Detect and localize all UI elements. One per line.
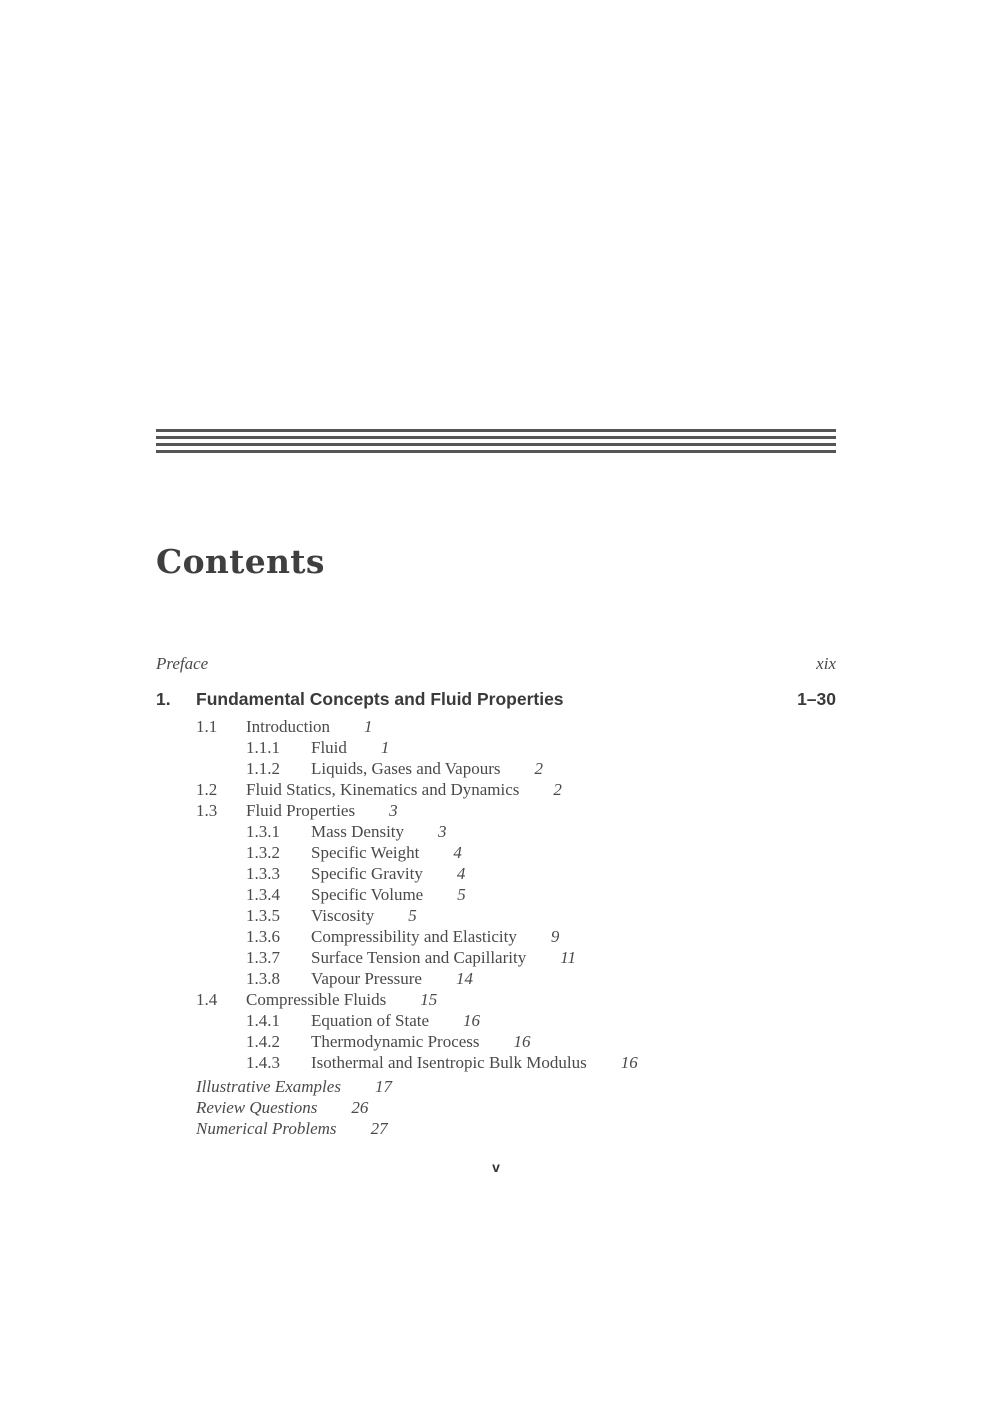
entry-page: 5	[408, 906, 417, 925]
entry-title: Compressible Fluids	[246, 990, 387, 1009]
preface-label: Preface	[156, 654, 209, 673]
entry-title-wrap	[246, 800, 398, 821]
entry-title: Specific Weight	[311, 843, 420, 862]
entry-title-wrap	[246, 716, 373, 737]
entry-page: 2	[553, 780, 562, 799]
entry-title: Fluid Statics, Kinematics and Dynamics	[246, 780, 520, 799]
entry-number: 1.3.5	[246, 906, 280, 925]
entry-title: Viscosity	[311, 906, 375, 925]
entry-title-wrap	[311, 842, 462, 863]
extra-page: 17	[374, 1077, 392, 1096]
entry-title: Fluid Properties	[246, 801, 356, 820]
entry-title-wrap	[311, 1031, 531, 1052]
entry-title: Specific Gravity	[311, 864, 423, 883]
entry-page: 15	[420, 990, 438, 1009]
entry-title-wrap	[311, 968, 473, 989]
entry-number: 1.3.4	[246, 885, 280, 904]
entry-title: Thermodynamic Process	[311, 1032, 480, 1051]
entry-page: 5	[457, 885, 466, 904]
entry-number: 1.2	[196, 780, 218, 799]
entry-number: 1.1.2	[246, 759, 280, 778]
entry-title-wrap	[246, 779, 562, 800]
entry-title-wrap	[311, 1052, 638, 1073]
page-title: Contents	[156, 542, 325, 581]
entry-title: Vapour Pressure	[311, 969, 422, 988]
chapter-pages: 1–30	[797, 689, 836, 709]
entry-number: 1.4	[196, 990, 218, 1009]
preface-page: xix	[816, 654, 836, 673]
entry-title: Compressibility and Elasticity	[311, 927, 517, 946]
page-folio: v	[492, 1159, 500, 1175]
entry-page: 16	[620, 1053, 638, 1072]
entry-title: Isothermal and Isentropic Bulk Modulus	[311, 1053, 587, 1072]
entry-number: 1.1	[196, 717, 218, 736]
entry-page: 14	[455, 969, 473, 988]
entry-title-wrap	[246, 989, 437, 1010]
toc-preface[interactable]	[156, 653, 836, 674]
entry-title: Mass Density	[311, 822, 405, 841]
decorative-rule	[156, 429, 836, 454]
entry-page: 4	[453, 843, 462, 862]
toc-extra-entry[interactable]	[196, 1118, 388, 1139]
entry-page: 11	[560, 948, 576, 967]
entry-page: 3	[389, 801, 398, 820]
entry-page: 1	[364, 717, 373, 736]
entry-number: 1.3.8	[246, 969, 280, 988]
chapter-number: 1.	[156, 689, 171, 709]
entry-title-wrap	[311, 863, 465, 884]
entry-page: 9	[550, 927, 560, 946]
entry-number: 1.4.2	[246, 1032, 280, 1051]
entry-page: 3	[438, 822, 447, 841]
toc-extra-entry[interactable]	[196, 1097, 368, 1118]
entry-number: 1.4.3	[246, 1053, 280, 1072]
entry-title: Surface Tension and Capillarity	[311, 948, 527, 967]
entry-number: 1.1.1	[246, 738, 280, 757]
extra-page: 27	[370, 1119, 388, 1138]
entry-title-wrap	[311, 821, 447, 842]
entry-page: 1	[380, 738, 390, 757]
entry-title: Specific Volume	[311, 885, 424, 904]
entry-title-wrap	[311, 1010, 480, 1031]
entry-number: 1.3.6	[246, 927, 280, 946]
entry-page: 16	[513, 1032, 531, 1051]
extra-page: 26	[351, 1098, 369, 1117]
entry-title-wrap	[311, 926, 559, 947]
entry-title-wrap	[311, 905, 417, 926]
entry-title-wrap	[311, 758, 543, 779]
extra-title: Review Questions	[196, 1098, 318, 1117]
entry-number: 1.3.7	[246, 948, 280, 967]
entry-number: 1.3.1	[246, 822, 280, 841]
extra-title: Numerical Problems	[196, 1119, 337, 1138]
entry-title: Introduction	[246, 717, 331, 736]
entry-number: 1.3.2	[246, 843, 280, 862]
entry-page: 2	[534, 759, 543, 778]
entry-title-wrap	[311, 737, 389, 758]
entry-title: Liquids, Gases and Vapours	[311, 759, 501, 778]
extra-title: Illustrative Examples	[196, 1077, 341, 1096]
entry-title: Equation of State	[311, 1011, 430, 1030]
entry-number: 1.3.3	[246, 864, 280, 883]
toc-extra-entry[interactable]	[196, 1076, 392, 1097]
entry-number: 1.4.1	[246, 1011, 280, 1030]
chapter-title: Fundamental Concepts and Fluid Properties	[196, 689, 564, 709]
entry-title: Fluid	[311, 738, 347, 757]
entry-page: 4	[456, 864, 466, 883]
entry-title-wrap	[311, 947, 576, 968]
entry-number: 1.3	[196, 801, 218, 820]
entry-page: 16	[463, 1011, 481, 1030]
entry-title-wrap	[311, 884, 466, 905]
